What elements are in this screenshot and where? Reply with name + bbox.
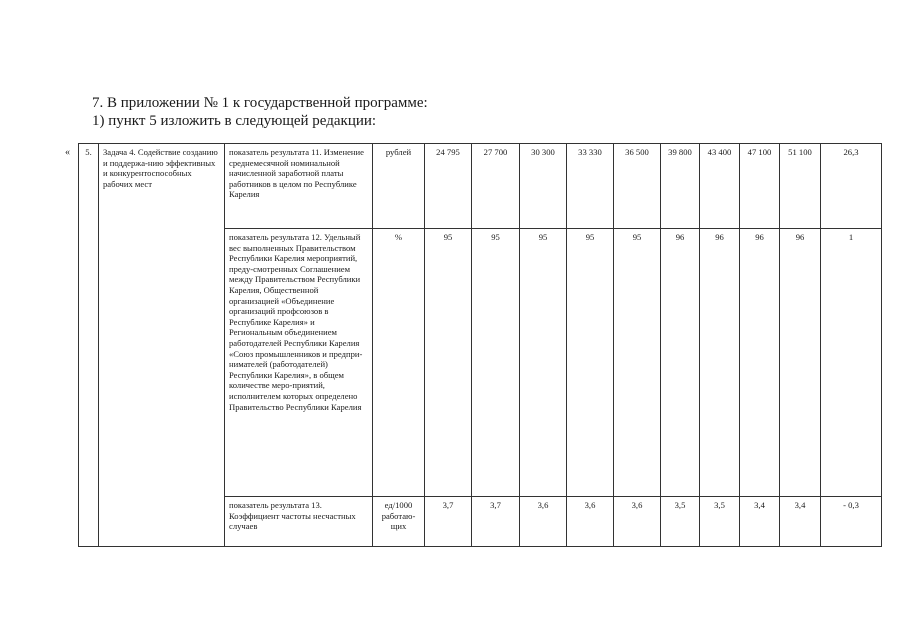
- task-cell: Задача 4. Содействие созданию и поддержа-нию эффективных и конкурентоспособных рабочих мест: [99, 144, 225, 547]
- value-cell: 95: [472, 229, 520, 497]
- value-cell: 3,7: [425, 497, 472, 547]
- indicator-cell: показатель результата 11. Изменение среднемесячной номинальной начисленной заработной платы работников в целом по Республике Карелия: [225, 144, 373, 229]
- change-cell: - 0,3: [821, 497, 882, 547]
- change-cell: 1: [821, 229, 882, 497]
- value-cell: 3,6: [614, 497, 661, 547]
- value-cell: 36 500: [614, 144, 661, 229]
- value-cell: 96: [780, 229, 821, 497]
- value-cell: 27 700: [472, 144, 520, 229]
- program-indicators-table: [78, 143, 882, 547]
- value-cell: 95: [567, 229, 614, 497]
- value-cell: 33 330: [567, 144, 614, 229]
- value-cell: 3,4: [780, 497, 821, 547]
- indicator-cell: показатель результата 12. Удельный вес выполненных Правительством Республики Карелия мероприятий, преду-смотренных Соглашением между Правительством Республики Карелия, Общественной организацией «Объединение организаций профсоюзов в Республике Карелия» и Региональным объединением работодателей Республики Карелия «Союз промышленников и предпри-нимателей (работодателей) Республики Карелия», в общем количестве меро-приятий, исполнителем которых определено Правительство Республики Карелия: [225, 229, 373, 497]
- value-cell: 3,6: [567, 497, 614, 547]
- row-number-cell: 5.: [79, 144, 99, 547]
- value-cell: 3,5: [661, 497, 700, 547]
- value-cell: 51 100: [780, 144, 821, 229]
- change-cell: 26,3: [821, 144, 882, 229]
- amendment-heading: 7. В приложении № 1 к государственной программе:: [92, 95, 428, 111]
- value-cell: 39 800: [661, 144, 700, 229]
- value-cell: 95: [614, 229, 661, 497]
- value-cell: 95: [425, 229, 472, 497]
- value-cell: 3,4: [740, 497, 780, 547]
- value-cell: 24 795: [425, 144, 472, 229]
- amendment-subheading: 1) пункт 5 изложить в следующей редакции:: [92, 113, 377, 129]
- value-cell: 3,6: [520, 497, 567, 547]
- value-cell: 47 100: [740, 144, 780, 229]
- unit-cell: ед/1000 работаю-щих: [373, 497, 425, 547]
- unit-cell: рублей: [373, 144, 425, 229]
- value-cell: 3,5: [700, 497, 740, 547]
- value-cell: 96: [661, 229, 700, 497]
- value-cell: 95: [520, 229, 567, 497]
- value-cell: 96: [700, 229, 740, 497]
- unit-cell: %: [373, 229, 425, 497]
- indicator-cell: показатель результата 13. Коэффициент частоты несчастных случаев: [225, 497, 373, 547]
- value-cell: 30 300: [520, 144, 567, 229]
- value-cell: 43 400: [700, 144, 740, 229]
- opening-quote-mark: «: [65, 147, 70, 158]
- value-cell: 3,7: [472, 497, 520, 547]
- value-cell: 96: [740, 229, 780, 497]
- table-row: [79, 144, 882, 229]
